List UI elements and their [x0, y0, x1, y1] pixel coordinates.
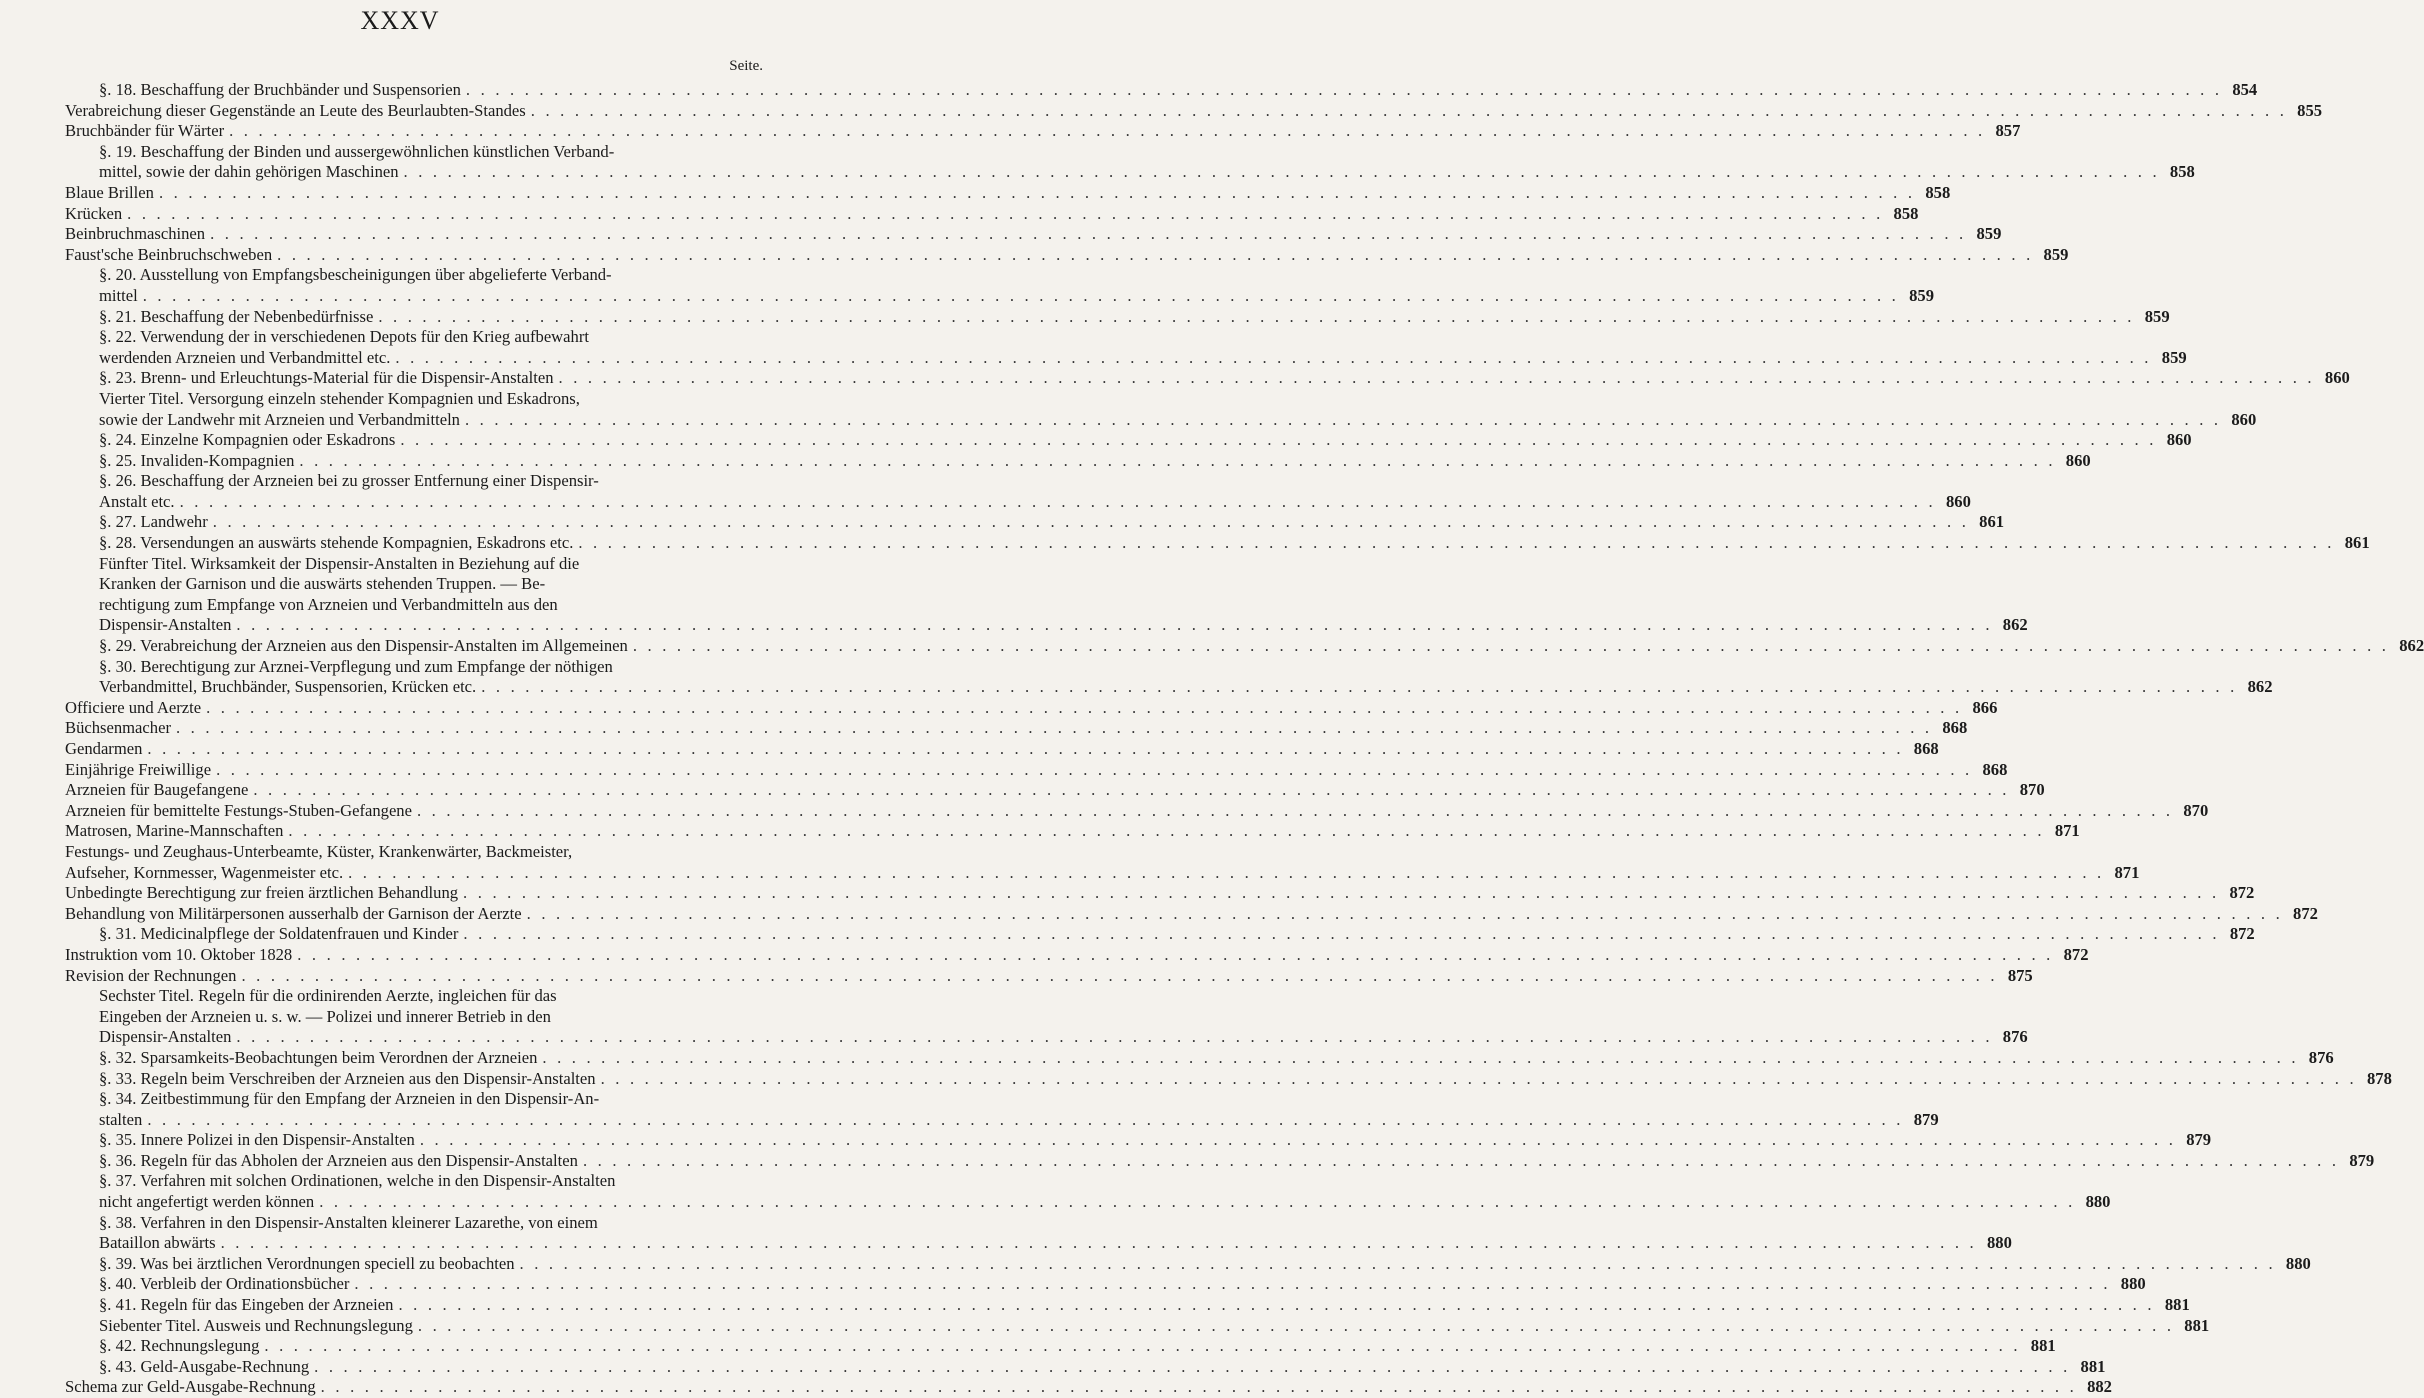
toc-entry	[65, 821, 2080, 842]
leader-dots: . . . . . . . . . . . . . . . . . . . . . . . . . . . . . . . . . . . . . . . . . . . . . . . . . . . . . . . . . . . . . . . . . . . . . . . . . . . . . . . . . . . . . . . . . . . . . . . . . . . . . . . . . . . . . . . . . . . . . . . .	[206, 697, 1963, 717]
toc-entry-page: 872	[2229, 924, 2255, 944]
leader-dots: . . . . . . . . . . . . . . . . . . . . . . . . . . . . . . . . . . . . . . . . . . . . . . . . . . . . . . . . . . . . . . . . . . . . . . . . . . . . . . . . . . . . . . . . . . . . . . . . . . . . . . . . . . . . . . . . . . . . . . . .	[395, 347, 2152, 367]
toc-entry	[65, 389, 764, 410]
toc-entry	[65, 450, 2091, 472]
toc-entry-title: §. 42. Rechnungslegung	[99, 1336, 260, 1356]
leader-dots: . . . . . . . . . . . . . . . . . . . . . . . . . . . . . . . . . . . . . . . . . . . . . . . . . . . . . . . . . . . . . . . . . . . . . . . . . . . . . . . . . . . . . . . . . . . . . . . . . . . . . . . . . . . . . . . . . . . . . . . .	[417, 1315, 2175, 1335]
toc-entry-page: 870	[2183, 800, 2209, 820]
toc-entry-title: §. 38. Verfahren in den Dispensir-Anstalten kleinerer Lazarethe, von einem	[99, 1212, 598, 1232]
toc-entry-page: 859	[1976, 224, 2002, 244]
toc-entry-page: 880	[2285, 1253, 2311, 1273]
toc-entry-page: 880	[1986, 1233, 2012, 1253]
toc-entry	[65, 327, 764, 348]
toc-entry-title: Bataillon abwärts	[99, 1233, 216, 1253]
leader-dots: . . . . . . . . . . . . . . . . . . . . . . . . . . . . . . . . . . . . . . . . . . . . . . . . . . . . . . . . . . . . . . . . . . . . . . . . . . . . . . . . . . . . . . . . . . . . . . . . . . . . . . . . . . . . . . . . . . . . . . . .	[212, 512, 1970, 532]
leader-dots: . . . . . . . . . . . . . . . . . . . . . . . . . . . . . . . . . . . . . . . . . . . . . . . . . . . . . . . . . . . . . . . . . . . . . . . . . . . . . . . . . . . . . . . . . . . . . . . . . . . . . . . . . . . . . . . . . . . . . . . .	[179, 491, 1936, 511]
toc-entry-page: 861	[1979, 512, 2005, 532]
toc-entry-title: §. 28. Versendungen an auswärts stehende Kompagnien, Eskadrons etc.	[99, 533, 574, 553]
toc-entry-page: 861	[2344, 533, 2370, 553]
toc-entry-title: Aufseher, Kornmesser, Wagenmeister etc.	[65, 862, 344, 882]
leader-dots: . . . . . . . . . . . . . . . . . . . . . . . . . . . . . . . . . . . . . . . . . . . . . . . . . . . . . . . . . . . . . . . . . . . . . . . . . . . . . . . . . . . . . . . . . . . . . . . . . . . . . . . . . . . . . . . . . . . . . . . .	[530, 100, 2288, 120]
toc-entry-title: Sechster Titel. Regeln für die ordinirenden Aerzte, ingleichen für das	[99, 986, 557, 1006]
leader-dots: . . . . . . . . . . . . . . . . . . . . . . . . . . . . . . . . . . . . . . . . . . . . . . . . . . . . . . . . . . . . . . . . . . . . . . . . . . . . . . . . . . . . . . . . . . . . . . . . . . . . . . . . . . . . . . . . . . . . . . . .	[264, 1336, 2021, 1356]
leader-dots: . . . . . . . . . . . . . . . . . . . . . . . . . . . . . . . . . . . . . . . . . . . . . . . . . . . . . . . . . . . . . . . . . . . . . . . . . . . . . . . . . . . . . . . . . . . . . . . . . . . . . . . . . . . . . . . . . . . . . . . .	[297, 944, 2054, 964]
toc-entry	[65, 1274, 2146, 1295]
toc-entry-title: Faust'sche Beinbruchschweben	[65, 244, 273, 264]
toc-entry-title: Revision der Rechnungen	[65, 965, 237, 985]
page-column-label: Seite.	[729, 58, 763, 74]
toc-entry	[65, 986, 764, 1007]
toc-entry	[65, 182, 1951, 204]
toc-entry-title: Fünfter Titel. Wirksamkeit der Dispensir-Anstalten in Beziehung auf die	[99, 553, 580, 573]
toc-entry-title: §. 37. Verfahren mit solchen Ordinationen, welche in den Dispensir-Anstalten	[99, 1171, 616, 1191]
toc-entry-title: mittel, sowie der dahin gehörigen Maschinen	[99, 162, 399, 182]
leader-dots: . . . . . . . . . . . . . . . . . . . . . . . . . . . . . . . . . . . . . . . . . . . . . . . . . . . . . . . . . . . . . . . . . . . . . . . . . . . . . . . . . . . . . . . . . . . . . . . . . . . . . . . . . . . . . . . . . . . . . . . .	[147, 1109, 1904, 1129]
toc-entry-title: Schema zur Geld-Ausgabe-Rechnung	[65, 1377, 316, 1397]
toc-entry-page: 870	[2019, 780, 2045, 800]
toc-entry-title: Verbandmittel, Bruchbänder, Suspensorien, Krücken etc.	[99, 677, 477, 697]
toc-entry-title: Officiere und Aerzte	[65, 697, 202, 717]
leader-dots: . . . . . . . . . . . . . . . . . . . . . . . . . . . . . . . . . . . . . . . . . . . . . . . . . . . . . . . . . . . . . . . . . . . . . . . . . . . . . . . . . . . . . . . . . . . . . . . . . . . . . . . . . . . . . . . . . . . . . . . .	[600, 1068, 2357, 1088]
toc-entry-page: 854	[2232, 80, 2258, 99]
toc-entry-title: nicht angefertigt werden können	[99, 1192, 315, 1212]
toc-entry-title: §. 41. Regeln für das Eingeben der Arzneien	[99, 1295, 394, 1315]
toc-entry-page: 860	[2231, 409, 2257, 429]
toc-entry	[65, 265, 764, 286]
toc-entry-page: 879	[1913, 1109, 1939, 1129]
toc-entry-title: Arzneien für bemittelte Festungs-Stuben-Gefangene	[65, 800, 412, 820]
toc-entry-title: §. 43. Geld-Ausgabe-Rechnung	[99, 1356, 310, 1376]
toc-entry	[65, 883, 2255, 904]
toc-entry-page: 868	[1982, 759, 2008, 779]
leader-dots: . . . . . . . . . . . . . . . . . . . . . . . . . . . . . . . . . . . . . . . . . . . . . . . . . . . . . . . . . . . . . . . . . . . . . . . . . . . . . . . . . . . . . . . . . . . . . . . . . . . . . . . . . . . . . . . . . . . . . . . .	[348, 862, 2105, 882]
leader-dots: . . . . . . . . . . . . . . . . . . . . . . . . . . . . . . . . . . . . . . . . . . . . . . . . . . . . . . . . . . . . . . . . . . . . . . . . . . . . . . . . . . . . . . . . . . . . . . . . . . . . . . . . . . . . . . . . . . . . . . . .	[542, 1047, 2299, 1067]
toc-entry	[65, 1047, 2334, 1069]
toc-entry-page: 881	[2080, 1356, 2106, 1376]
toc-entry-page: 872	[2063, 944, 2089, 964]
leader-dots: . . . . . . . . . . . . . . . . . . . . . . . . . . . . . . . . . . . . . . . . . . . . . . . . . . . . . . . . . . . . . . . . . . . . . . . . . . . . . . . . . . . . . . . . . . . . . . . . . . . . . . . . . . . . . . . . . . . . . . . .	[464, 409, 2222, 429]
toc-entry	[65, 965, 2033, 987]
toc-entry-title: Anstalt etc.	[99, 491, 175, 511]
leader-dots: . . . . . . . . . . . . . . . . . . . . . . . . . . . . . . . . . . . . . . . . . . . . . . . . . . . . . . . . . . . . . . . . . . . . . . . . . . . . . . . . . . . . . . . . . . . . . . . . . . . . . . . . . . . . . . . . . . . . . . . .	[175, 718, 1933, 738]
toc-entry	[65, 162, 2195, 183]
toc-entry	[65, 944, 2089, 966]
toc-entry-title: §. 27. Landwehr	[99, 512, 208, 532]
toc-entry	[65, 677, 2273, 698]
toc-entry-title: §. 26. Beschaffung der Arzneien bei zu grosser Entfernung einer Dispensir-	[99, 471, 599, 491]
toc-entry-title: sowie der Landwehr mit Arzneien und Verbandmitteln	[99, 409, 460, 429]
toc-entry-title: werdenden Arzneien und Verbandmittel etc.	[99, 347, 391, 367]
toc-entry-page: 882	[2087, 1377, 2112, 1397]
toc-entry-page: 872	[2229, 883, 2255, 903]
toc-entry-page: 879	[2186, 1130, 2212, 1150]
toc-entry-page: 868	[1942, 718, 1968, 738]
leader-dots: . . . . . . . . . . . . . . . . . . . . . . . . . . . . . . . . . . . . . . . . . . . . . . . . . . . . . . . . . . . . . . . . . . . . . . . . . . . . . . . . . . . . . . . . . . . . . . . . . . . . . . . . . . . . . . . . . . . . . . . .	[288, 821, 2045, 841]
toc-entry	[65, 512, 2005, 533]
toc-entry	[65, 1007, 764, 1028]
leader-dots: . . . . . . . . . . . . . . . . . . . . . . . . . . . . . . . . . . . . . . . . . . . . . . . . . . . . . . . . . . . . . . . . . . . . . . . . . . . . . . . . . . . . . . . . . . . . . . . . . . . . . . . . . . . . . . . . . . . . . . . .	[220, 1233, 1977, 1253]
toc-entry-title: rechtigung zum Empfange von Arzneien und Verbandmitteln aus den	[99, 594, 558, 614]
toc-entry	[65, 924, 2255, 945]
leader-dots: . . . . . . . . . . . . . . . . . . . . . . . . . . . . . . . . . . . . . . . . . . . . . . . . . . . . . . . . . . . . . . . . . . . . . . . . . . . . . . . . . . . . . . . . . . . . . . . . . . . . . . . . . . . . . . . . . . . . . . . .	[314, 1356, 2071, 1376]
toc-entry	[65, 80, 2258, 101]
toc-entry-page: 859	[2043, 244, 2069, 264]
toc-entry	[65, 1171, 764, 1192]
toc-entry	[65, 739, 1939, 760]
toc-entry-page: 862	[2002, 615, 2028, 635]
toc-entry-page: 858	[1925, 182, 1951, 202]
toc-entry	[65, 1109, 1939, 1131]
toc-entry	[65, 244, 2069, 266]
toc-entry-title: §. 25. Invaliden-Kompagnien	[99, 450, 295, 470]
toc-entry-title: §. 29. Verabreichung der Arzneien aus den Dispensir-Anstalten im Allgemeinen	[99, 636, 628, 656]
toc-entry	[65, 142, 764, 163]
toc-entry-title: Arzneien für Baugefangene	[65, 780, 249, 800]
leader-dots: . . . . . . . . . . . . . . . . . . . . . . . . . . . . . . . . . . . . . . . . . . . . . . . . . . . . . . . . . . . . . . . . . . . . . . . . . . . . . . . . . . . . . . . . . . . . . . . . . . . . . . . . . . . . . . . . . . . . . . . .	[400, 430, 2157, 450]
leader-dots: . . . . . . . . . . . . . . . . . . . . . . . . . . . . . . . . . . . . . . . . . . . . . . . . . . . . . . . . . . . . . . . . . . . . . . . . . . . . . . . . . . . . . . . . . . . . . . . . . . . . . . . . . . . . . . . . . . . . . . . .	[632, 636, 2390, 656]
toc-entry-title: §. 20. Ausstellung von Empfangsbescheinigungen über abgelieferte Verband-	[99, 265, 612, 285]
toc-entry	[65, 1130, 2212, 1151]
toc-entry-page: 868	[1913, 739, 1939, 758]
toc-entry-page: 862	[2399, 636, 2424, 656]
toc-entry-page: 876	[2002, 1027, 2028, 1047]
toc-entry	[65, 306, 2170, 328]
toc-entry-title: Instruktion vom 10. Oktober 1828	[65, 944, 293, 964]
toc-entry	[65, 1356, 2106, 1378]
toc-entry	[65, 1027, 2028, 1048]
toc-entry-title: §. 40. Verbleib der Ordinationsbücher	[99, 1274, 350, 1294]
toc-entry-title: mittel	[99, 285, 138, 305]
toc-entry	[65, 1089, 764, 1110]
leader-dots: . . . . . . . . . . . . . . . . . . . . . . . . . . . . . . . . . . . . . . . . . . . . . . . . . . . . . . . . . . . . . . . . . . . . . . . . . . . . . . . . . . . . . . . . . . . . . . . . . . . . . . . . . . . . . . . . . . . . . . . .	[416, 800, 2174, 820]
leader-dots: . . . . . . . . . . . . . . . . . . . . . . . . . . . . . . . . . . . . . . . . . . . . . . . . . . . . . . . . . . . . . . . . . . . . . . . . . . . . . . . . . . . . . . . . . . . . . . . . . . . . . . . . . . . . . . . . . . . . . . . .	[210, 224, 1967, 244]
toc-entry-title: §. 30. Berechtigung zur Arznei-Verpflegung und zum Empfange der nöthigen	[99, 656, 613, 676]
toc-entry	[65, 697, 1998, 719]
toc-entry-title: stalten	[99, 1109, 143, 1129]
toc-entry-page: 858	[2169, 162, 2195, 182]
toc-entry-title: Dispensir-Anstalten	[99, 615, 232, 635]
toc-entry-page: 872	[2293, 903, 2318, 923]
toc-entry-title: §. 34. Zeitbestimmung für den Empfang der Arzneien in den Dispensir-An-	[99, 1089, 600, 1109]
leader-dots: . . . . . . . . . . . . . . . . . . . . . . . . . . . . . . . . . . . . . . . . . . . . . . . . . . . . . . . . . . . . . . . . . . . . . . . . . . . . . . . . . . . . . . . . . . . . . . . . . . . . . . . . . . . . . . . . . . . . . . . .	[142, 285, 1899, 305]
toc-entry	[65, 285, 1934, 307]
toc-entry	[65, 657, 764, 678]
toc-entry-page: 878	[2366, 1068, 2392, 1088]
toc-entry-title: Dispensir-Anstalten	[99, 1027, 232, 1047]
toc-entry	[65, 1295, 2190, 1316]
toc-entry-title: Gendarmen	[65, 739, 143, 758]
toc-entry-page: 862	[2247, 677, 2273, 697]
leader-dots: . . . . . . . . . . . . . . . . . . . . . . . . . . . . . . . . . . . . . . . . . . . . . . . . . . . . . . . . . . . . . . . . . . . . . . . . . . . . . . . . . . . . . . . . . . . . . . . . . . . . . . . . . . . . . . . . . . . . . . . .	[320, 1377, 2077, 1397]
toc-entry	[65, 368, 2350, 389]
toc-entry	[65, 1336, 2056, 1357]
toc-entry	[65, 409, 2257, 431]
leader-dots: . . . . . . . . . . . . . . . . . . . . . . . . . . . . . . . . . . . . . . . . . . . . . . . . . . . . . . . . . . . . . . . . . . . . . . . . . . . . . . . . . . . . . . . . . . . . . . . . . . . . . . . . . . . . . . . . . . . . . . . .	[236, 1027, 1993, 1047]
toc-entry	[65, 1233, 2012, 1254]
leader-dots: . . . . . . . . . . . . . . . . . . . . . . . . . . . . . . . . . . . . . . . . . . . . . . . . . . . . . . . . . . . . . . . . . . . . . . . . . . . . . . . . . . . . . . . . . . . . . . . . . . . . . . . . . . . . . . . . . . . . . . . .	[582, 1150, 2340, 1170]
leader-dots: . . . . . . . . . . . . . . . . . . . . . . . . . . . . . . . . . . . . . . . . . . . . . . . . . . . . . . . . . . . . . . . . . . . . . . . . . . . . . . . . . . . . . . . . . . . . . . . . . . . . . . . . . . . . . . . . . . . . . . . .	[253, 780, 2010, 800]
toc-entry-title: Krücken	[65, 203, 123, 223]
toc-entry-title: §. 22. Verwendung der in verschiedenen Depots für den Krieg aufbewahrt	[99, 327, 589, 347]
table-of-contents	[65, 80, 2424, 1398]
toc-entry-page: 855	[2297, 100, 2323, 120]
toc-entry-page: 879	[2349, 1150, 2375, 1170]
toc-entry-title: Einjährige Freiwillige	[65, 759, 212, 779]
leader-dots: . . . . . . . . . . . . . . . . . . . . . . . . . . . . . . . . . . . . . . . . . . . . . . . . . . . . . . . . . . . . . . . . . . . . . . . . . . . . . . . . . . . . . . . . . . . . . . . . . . . . . . . . . . . . . . . . . . . . . . . .	[463, 924, 2220, 944]
toc-entry-title: Kranken der Garnison und die auswärts stehenden Truppen. — Be-	[99, 574, 546, 594]
toc-entry-title: §. 33. Regeln beim Verschreiben der Arzneien aus den Dispensir-Anstalten	[99, 1068, 596, 1088]
toc-entry-title: Beinbruchmaschinen	[65, 224, 206, 244]
toc-entry	[65, 1253, 2311, 1275]
toc-entry-title: §. 19. Beschaffung der Binden und aussergewöhnlichen künstlichen Verband-	[99, 141, 615, 161]
toc-entry	[65, 533, 2370, 554]
leader-dots: . . . . . . . . . . . . . . . . . . . . . . . . . . . . . . . . . . . . . . . . . . . . . . . . . . . . . . . . . . . . . . . . . . . . . . . . . . . . . . . . . . . . . . . . . . . . . . . . . . . . . . . . . . . . . . . . . . . . . . . .	[398, 1295, 2155, 1315]
toc-entry-title: Verabreichung dieser Gegenstände an Leute des Beurlaubten-Standes	[65, 100, 526, 120]
toc-entry	[65, 862, 2140, 884]
toc-entry	[65, 718, 1968, 739]
toc-entry-title: §. 18. Beschaffung der Bruchbänder und Suspensorien	[99, 80, 461, 99]
toc-entry-page: 859	[2144, 306, 2170, 326]
leader-dots: . . . . . . . . . . . . . . . . . . . . . . . . . . . . . . . . . . . . . . . . . . . . . . . . . . . . . . . . . . . . . . . . . . . . . . . . . . . . . . . . . . . . . . . . . . . . . . . . . . . . . . . . . . . . . . . . . . . . . . . .	[277, 244, 2034, 264]
toc-entry	[65, 759, 2008, 781]
toc-entry-page: 880	[2085, 1192, 2111, 1212]
toc-entry-title: §. 36. Regeln für das Abholen der Arzneien aus den Dispensir-Anstalten	[99, 1150, 578, 1170]
toc-entry-page: 871	[2054, 821, 2080, 841]
toc-entry-title: Büchsenmacher	[65, 718, 171, 738]
toc-entry-title: §. 32. Sparsamkeits-Beobachtungen beim Verordnen der Arzneien	[99, 1047, 538, 1067]
toc-entry	[65, 1213, 764, 1234]
toc-entry	[65, 595, 764, 616]
toc-entry-page: 875	[2007, 965, 2033, 985]
leader-dots: . . . . . . . . . . . . . . . . . . . . . . . . . . . . . . . . . . . . . . . . . . . . . . . . . . . . . . . . . . . . . . . . . . . . . . . . . . . . . . . . . . . . . . . . . . . . . . . . . . . . . . . . . . . . . . . . . . . . . . . .	[519, 1253, 2276, 1273]
toc-entry	[65, 903, 2318, 925]
toc-entry	[65, 800, 2209, 822]
leader-dots: . . . . . . . . . . . . . . . . . . . . . . . . . . . . . . . . . . . . . . . . . . . . . . . . . . . . . . . . . . . . . . . . . . . . . . . . . . . . . . . . . . . . . . . . . . . . . . . . . . . . . . . . . . . . . . . . . . . . . . . .	[526, 903, 2283, 923]
toc-entry	[65, 636, 2424, 657]
toc-entry-title: Siebenter Titel. Ausweis und Rechnungslegung	[99, 1315, 413, 1335]
toc-entry-title: §. 35. Innere Polizei in den Dispensir-Anstalten	[99, 1130, 415, 1150]
toc-entry	[65, 1377, 2112, 1398]
toc-entry	[65, 121, 2021, 142]
toc-entry	[65, 224, 2002, 245]
toc-entry	[65, 203, 1919, 225]
leader-dots: . . . . . . . . . . . . . . . . . . . . . . . . . . . . . . . . . . . . . . . . . . . . . . . . . . . . . . . . . . . . . . . . . . . . . . . . . . . . . . . . . . . . . . . . . . . . . . . . . . . . . . . . . . . . . . . . . . . . . . . .	[419, 1130, 2177, 1150]
toc-entry	[65, 1150, 2375, 1172]
toc-entry-title: §. 24. Einzelne Kompagnien oder Eskadrons	[99, 430, 396, 450]
toc-entry-page: 859	[2161, 347, 2187, 367]
toc-entry-title: Behandlung von Militärpersonen ausserhalb der Garnison der Aerzte	[65, 903, 522, 923]
toc-entry-page: 860	[2166, 430, 2192, 450]
toc-entry	[65, 1315, 2210, 1337]
leader-dots: . . . . . . . . . . . . . . . . . . . . . . . . . . . . . . . . . . . . . . . . . . . . . . . . . . . . . . . . . . . . . . . . . . . . . . . . . . . . . . . . . . . . . . . . . . . . . . . . . . . . . . . . . . . . . . . . . . . . . . . .	[229, 121, 1986, 141]
toc-entry-page: 859	[1909, 285, 1934, 305]
toc-entry	[65, 1068, 2392, 1090]
toc-entry	[65, 574, 764, 595]
toc-entry-page: 876	[2308, 1047, 2334, 1067]
toc-entry-title: §. 23. Brenn- und Erleuchtungs-Material für die Dispensir-Anstalten	[99, 368, 554, 388]
toc-entry-title: Matrosen, Marine-Mannschaften	[65, 821, 284, 841]
leader-dots: . . . . . . . . . . . . . . . . . . . . . . . . . . . . . . . . . . . . . . . . . . . . . . . . . . . . . . . . . . . . . . . . . . . . . . . . . . . . . . . . . . . . . . . . . . . . . . . . . . . . . . . . . . . . . . . . . . . . . . . .	[403, 162, 2160, 182]
toc-entry-page: 858	[1893, 203, 1919, 223]
toc-entry-page: 860	[2065, 450, 2091, 470]
toc-entry-title: Unbedingte Berechtigung zur freien ärztlichen Behandlung	[65, 883, 459, 903]
toc-entry	[65, 100, 2323, 122]
toc-entry-page: 881	[2184, 1315, 2210, 1335]
toc-entry-page: 871	[2114, 862, 2140, 882]
leader-dots: . . . . . . . . . . . . . . . . . . . . . . . . . . . . . . . . . . . . . . . . . . . . . . . . . . . . . . . . . . . . . . . . . . . . . . . . . . . . . . . . . . . . . . . . . . . . . . . . . . . . . . . . . . . . . . . . . . . . . . . .	[127, 203, 1884, 223]
leader-dots: . . . . . . . . . . . . . . . . . . . . . . . . . . . . . . . . . . . . . . . . . . . . . . . . . . . . . . . . . . . . . . . . . . . . . . . . . . . . . . . . . . . . . . . . . . . . . . . . . . . . . . . . . . . . . . . . . . . . . . . .	[216, 759, 1973, 779]
leader-dots: . . . . . . . . . . . . . . . . . . . . . . . . . . . . . . . . . . . . . . . . . . . . . . . . . . . . . . . . . . . . . . . . . . . . . . . . . . . . . . . . . . . . . . . . . . . . . . . . . . . . . . . . . . . . . . . . . . . . . . . .	[241, 965, 1998, 985]
toc-entry-title: Vierter Titel. Versorgung einzeln stehender Kompagnien und Eskadrons,	[99, 388, 580, 408]
leader-dots: . . . . . . . . . . . . . . . . . . . . . . . . . . . . . . . . . . . . . . . . . . . . . . . . . . . . . . . . . . . . . . . . . . . . . . . . . . . . . . . . . . . . . . . . . . . . . . . . . . . . . . . . . . . . . . . . . . . . . . . .	[465, 80, 2223, 99]
toc-entry-page: 881	[2164, 1295, 2190, 1315]
toc-entry-page: 857	[1995, 121, 2021, 141]
toc-entry	[65, 842, 764, 863]
leader-dots: . . . . . . . . . . . . . . . . . . . . . . . . . . . . . . . . . . . . . . . . . . . . . . . . . . . . . . . . . . . . . . . . . . . . . . . . . . . . . . . . . . . . . . . . . . . . . . . . . . . . . . . . . . . . . . . . . . . . . . . .	[558, 368, 2315, 388]
toc-entry-page: 860	[1945, 491, 1971, 511]
leader-dots: . . . . . . . . . . . . . . . . . . . . . . . . . . . . . . . . . . . . . . . . . . . . . . . . . . . . . . . . . . . . . . . . . . . . . . . . . . . . . . . . . . . . . . . . . . . . . . . . . . . . . . . . . . . . . . . . . . . . . . . .	[354, 1274, 2111, 1294]
leader-dots: . . . . . . . . . . . . . . . . . . . . . . . . . . . . . . . . . . . . . . . . . . . . . . . . . . . . . . . . . . . . . . . . . . . . . . . . . . . . . . . . . . . . . . . . . . . . . . . . . . . . . . . . . . . . . . . . . . . . . . . .	[319, 1192, 2076, 1212]
toc-entry	[65, 430, 2192, 451]
toc-entry-title: §. 39. Was bei ärztlichen Verordnungen speciell zu beobachten	[99, 1253, 515, 1273]
toc-entry-title: Bruchbänder für Wärter	[65, 121, 225, 141]
toc-entry	[65, 780, 2045, 801]
toc-entry	[65, 347, 2187, 369]
toc-entry-page: 881	[2030, 1336, 2056, 1356]
leader-dots: . . . . . . . . . . . . . . . . . . . . . . . . . . . . . . . . . . . . . . . . . . . . . . . . . . . . . . . . . . . . . . . . . . . . . . . . . . . . . . . . . . . . . . . . . . . . . . . . . . . . . . . . . . . . . . . . . . . . . . . .	[578, 533, 2335, 553]
toc-entry	[65, 615, 2028, 636]
toc-entry	[65, 471, 764, 492]
toc-entry-title: Eingeben der Arzneien u. s. w. — Polizei und innerer Betrieb in den	[99, 1006, 551, 1026]
toc-entry-title: Festungs- und Zeughaus-Unterbeamte, Küster, Krankenwärter, Backmeister,	[65, 841, 573, 861]
leader-dots: . . . . . . . . . . . . . . . . . . . . . . . . . . . . . . . . . . . . . . . . . . . . . . . . . . . . . . . . . . . . . . . . . . . . . . . . . . . . . . . . . . . . . . . . . . . . . . . . . . . . . . . . . . . . . . . . . . . . . . . .	[147, 739, 1904, 758]
toc-entry-title: §. 31. Medicinalpflege der Soldatenfrauen und Kinder	[99, 924, 459, 944]
toc-entry	[65, 491, 1971, 513]
leader-dots: . . . . . . . . . . . . . . . . . . . . . . . . . . . . . . . . . . . . . . . . . . . . . . . . . . . . . . . . . . . . . . . . . . . . . . . . . . . . . . . . . . . . . . . . . . . . . . . . . . . . . . . . . . . . . . . . . . . . . . . .	[481, 677, 2238, 697]
toc-entry-page: 866	[1972, 697, 1998, 717]
toc-entry-title: §. 21. Beschaffung der Nebenbedürfnisse	[99, 306, 374, 326]
leader-dots: . . . . . . . . . . . . . . . . . . . . . . . . . . . . . . . . . . . . . . . . . . . . . . . . . . . . . . . . . . . . . . . . . . . . . . . . . . . . . . . . . . . . . . . . . . . . . . . . . . . . . . . . . . . . . . . . . . . . . . . .	[463, 883, 2220, 903]
toc-entry-title: Blaue Brillen	[65, 182, 154, 202]
leader-dots: . . . . . . . . . . . . . . . . . . . . . . . . . . . . . . . . . . . . . . . . . . . . . . . . . . . . . . . . . . . . . . . . . . . . . . . . . . . . . . . . . . . . . . . . . . . . . . . . . . . . . . . . . . . . . . . . . . . . . . . .	[236, 615, 1993, 635]
toc-entry-page: 880	[2120, 1274, 2146, 1294]
leader-dots: . . . . . . . . . . . . . . . . . . . . . . . . . . . . . . . . . . . . . . . . . . . . . . . . . . . . . . . . . . . . . . . . . . . . . . . . . . . . . . . . . . . . . . . . . . . . . . . . . . . . . . . . . . . . . . . . . . . . . . . .	[378, 306, 2135, 326]
toc-entry	[65, 1192, 2111, 1213]
toc-entry-page: 860	[2324, 368, 2350, 388]
toc-entry	[65, 554, 764, 575]
leader-dots: . . . . . . . . . . . . . . . . . . . . . . . . . . . . . . . . . . . . . . . . . . . . . . . . . . . . . . . . . . . . . . . . . . . . . . . . . . . . . . . . . . . . . . . . . . . . . . . . . . . . . . . . . . . . . . . . . . . . . . . .	[158, 182, 1916, 202]
leader-dots: . . . . . . . . . . . . . . . . . . . . . . . . . . . . . . . . . . . . . . . . . . . . . . . . . . . . . . . . . . . . . . . . . . . . . . . . . . . . . . . . . . . . . . . . . . . . . . . . . . . . . . . . . . . . . . . . . . . . . . . .	[299, 450, 2056, 470]
page-folio: XXXV	[360, 6, 440, 35]
